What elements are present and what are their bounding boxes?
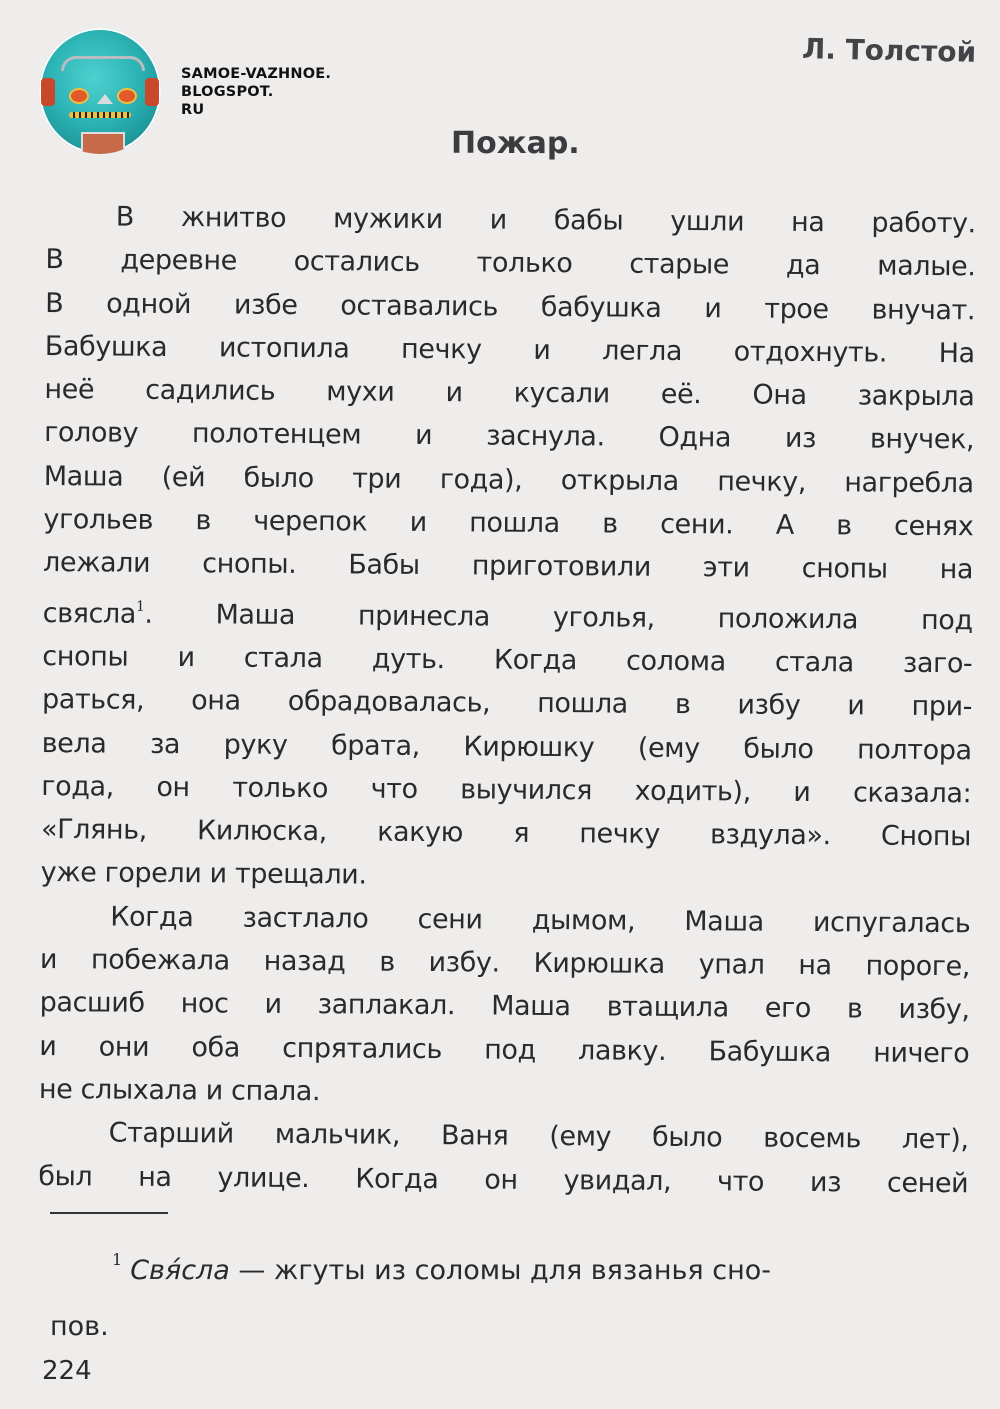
- site-line: SAMOE-VAZHNOE.: [181, 66, 332, 82]
- footnote-number: 1: [112, 1250, 123, 1269]
- text-line: угольев в черепок и пошла в сени. А в сенях: [43, 504, 974, 543]
- footnote-reference[interactable]: 1: [135, 598, 145, 615]
- footnote-divider: [50, 1212, 168, 1214]
- text-fragment: . Маша принесла уголья, положила под: [144, 598, 973, 636]
- text-line: не слыхала и спала.: [38, 1073, 321, 1108]
- footnote-line: [50, 1232, 970, 1299]
- site-line: RU: [181, 102, 205, 118]
- page-number: 224: [42, 1356, 92, 1386]
- text-line: снопы и стала дуть. Когда солома стала заго-: [42, 640, 973, 680]
- text-line: Маша (ей было три года), открыла печку, нагребла: [43, 460, 974, 500]
- paragraph: [41, 195, 976, 902]
- text-line: расшиб нос и заплакал. Маша втащила его в избу,: [39, 987, 970, 1026]
- author-name: Л. Толстой: [801, 32, 977, 69]
- site-line: BLOGSPOT.: [181, 84, 274, 100]
- robot-avatar-icon: [39, 28, 161, 154]
- text-line: В одной избе оставались бабушка и трое внучат.: [45, 287, 976, 326]
- text-line: Бабушка истопила печку и легла отдохнуть. На: [44, 330, 975, 370]
- footnote-term: Свя́сла: [130, 1255, 230, 1286]
- story-title: Пожар.: [451, 126, 580, 161]
- story-text: [38, 195, 976, 1205]
- paragraph: [39, 895, 971, 1119]
- footnote: [50, 1232, 970, 1355]
- text-line: В деревне остались только старые да малые.: [45, 244, 976, 283]
- text-line: голову полотенцем и заснула. Одна из внучек,: [44, 417, 975, 456]
- text-line: В жнитво мужики и бабы ушли на работу.: [115, 201, 976, 240]
- footnoted-word: свясла: [42, 597, 137, 630]
- site-watermark: [181, 65, 331, 119]
- text-line: и побежала назад в избу. Кирюшка упал на пороге,: [39, 944, 971, 983]
- paragraph: [38, 1111, 969, 1205]
- text-line: неё садились мухи и кусали её. Она закрыла: [44, 374, 975, 413]
- text-line: «Глянь, Килюска, какую я печку вздула». Снопы: [40, 814, 972, 853]
- footnote-definition: — жгуты из соломы для вязанья сно-: [229, 1255, 771, 1286]
- text-line: лежали снопы. Бабы приготовили эти снопы на: [42, 547, 974, 586]
- text-line: Когда застлало сени дымом, Маша испугалась: [110, 901, 971, 940]
- text-line-with-footnote: [43, 585, 973, 643]
- text-line: уже горели и трещали.: [40, 857, 367, 891]
- text-line: раться, она обрадовалась, пошла в избу и при-: [41, 684, 973, 723]
- text-line: Старший мальчик, Ваня (ему было восемь лет),: [108, 1117, 969, 1156]
- text-line: и они оба спрятались под лавку. Бабушка ничего: [39, 1030, 970, 1069]
- footnote-continuation: пов.: [50, 1311, 109, 1342]
- text-line: года, он только что выучился ходить), и сказала:: [41, 770, 972, 810]
- text-line: вела за руку брата, Кирюшку (ему было полтора: [41, 727, 972, 766]
- text-line: был на улице. Когда он увидал, что из сеней: [38, 1160, 969, 1199]
